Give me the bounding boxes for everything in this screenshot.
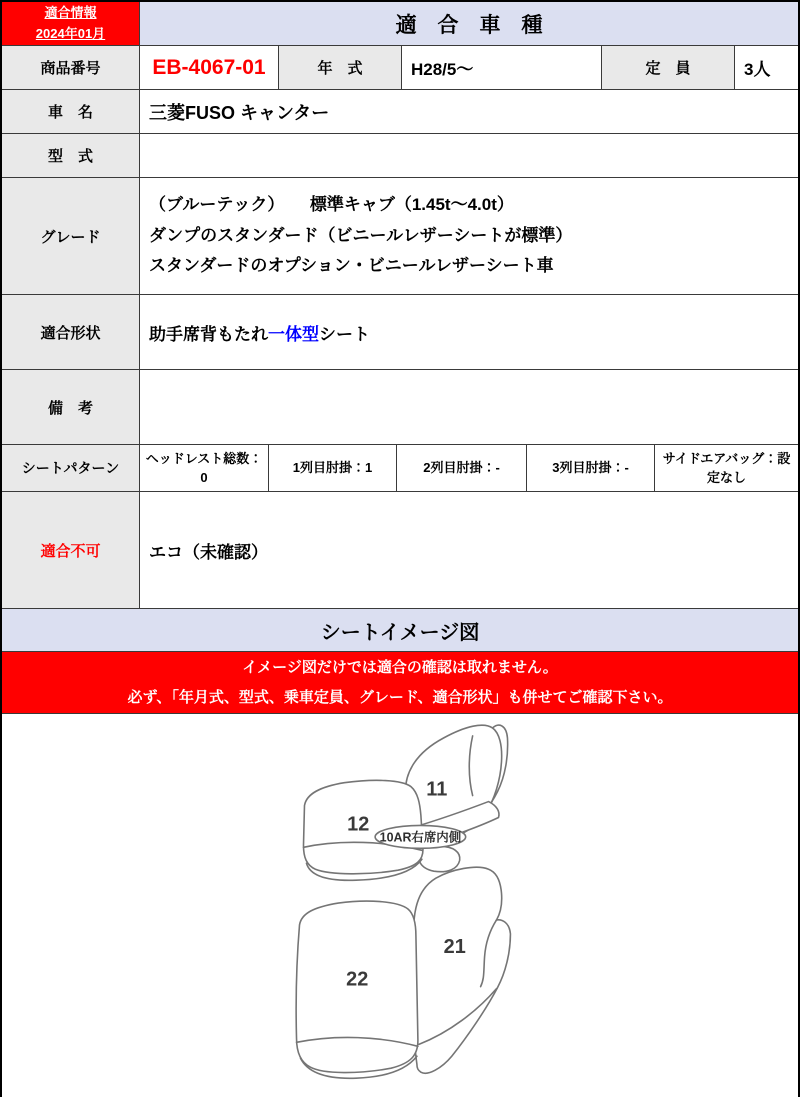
seat-pattern-label: シートパターン xyxy=(2,445,140,491)
seat2-backrest-number: 21 xyxy=(443,935,466,958)
grade-line-1: （ブルーテック） 標準キャブ（1.45t～4.0t） xyxy=(149,195,514,215)
row2-armrest-cell: 2列目肘掛：- xyxy=(397,445,527,491)
warning-banner xyxy=(2,652,798,714)
grade-line-3: スタンダードのオプション・ビニールレザーシート車 xyxy=(149,256,554,276)
seat1-tag-text: 10AR右席内側 xyxy=(379,830,462,845)
year-label: 年 式 xyxy=(279,46,402,89)
notes-value xyxy=(140,370,798,444)
page-title: 適 合 車 種 xyxy=(140,2,798,45)
car-name-value: 三菱FUSO キャンター xyxy=(140,90,798,133)
incompatible-value: エコ（未確認） xyxy=(140,492,798,608)
seat-pattern-row xyxy=(2,445,798,492)
grade-value xyxy=(140,178,798,294)
product-number-label: 商品番号 xyxy=(2,46,140,89)
shape-row xyxy=(2,295,798,370)
seat-diagram xyxy=(2,714,798,1097)
capacity-label: 定 員 xyxy=(602,46,735,89)
incompatible-label: 適合不可 xyxy=(2,492,140,608)
seat-diagram-area xyxy=(2,714,798,1097)
row1-armrest-cell: 1列目肘掛：1 xyxy=(269,445,397,491)
shape-text-suffix: シート xyxy=(319,324,370,344)
header-row xyxy=(2,2,798,46)
headrest-count-cell: ヘッドレスト総数：0 xyxy=(140,445,269,491)
seat1-cushion-number: 12 xyxy=(347,813,370,836)
incompatible-row xyxy=(2,492,798,609)
model-value xyxy=(140,134,798,177)
product-row xyxy=(2,46,798,90)
shape-value xyxy=(140,295,798,369)
side-airbag-cell: サイドエアバッグ：設定なし xyxy=(662,450,791,485)
car-name-row xyxy=(2,90,798,134)
notes-row xyxy=(2,370,798,445)
product-number-value: EB-4067-01 xyxy=(140,46,279,89)
warning-line-2: 必ず、「年月式、型式、乗車定員、グレード、適合形状」も併せてご確認下さい。 xyxy=(127,688,673,706)
capacity-value: 3人 xyxy=(735,46,798,89)
grade-row xyxy=(2,178,798,295)
info-badge-line1: 適合情報 xyxy=(44,5,97,21)
row3-armrest-cell: 3列目肘掛：- xyxy=(527,445,655,491)
grade-line-2: ダンプのスタンダード（ビニールレザーシートが標準） xyxy=(149,225,573,245)
car-name-label: 車 名 xyxy=(2,90,140,133)
seat1-backrest-number: 11 xyxy=(426,778,448,801)
grade-label: グレード xyxy=(2,178,140,294)
warning-text xyxy=(2,652,798,713)
info-badge xyxy=(2,2,140,45)
shape-label: 適合形状 xyxy=(2,295,140,369)
year-value: H28/5～ xyxy=(402,46,602,89)
model-label: 型 式 xyxy=(2,134,140,177)
shape-text-highlight: 一体型 xyxy=(268,324,319,344)
shape-text-prefix: 助手席背もたれ xyxy=(149,324,268,344)
model-row xyxy=(2,134,798,178)
seat-image-title: シートイメージ図 xyxy=(2,609,798,651)
seat1-armrest-shape xyxy=(419,846,460,871)
info-badge-line2: 2024年01月 xyxy=(35,25,106,41)
seat-image-title-row xyxy=(2,609,798,652)
seat2-backrest-shape xyxy=(412,867,510,1073)
warning-line-1: イメージ図だけでは適合の確認は取れません。 xyxy=(242,658,558,676)
notes-label: 備 考 xyxy=(2,370,140,444)
seat2-cushion-number: 22 xyxy=(346,968,369,991)
